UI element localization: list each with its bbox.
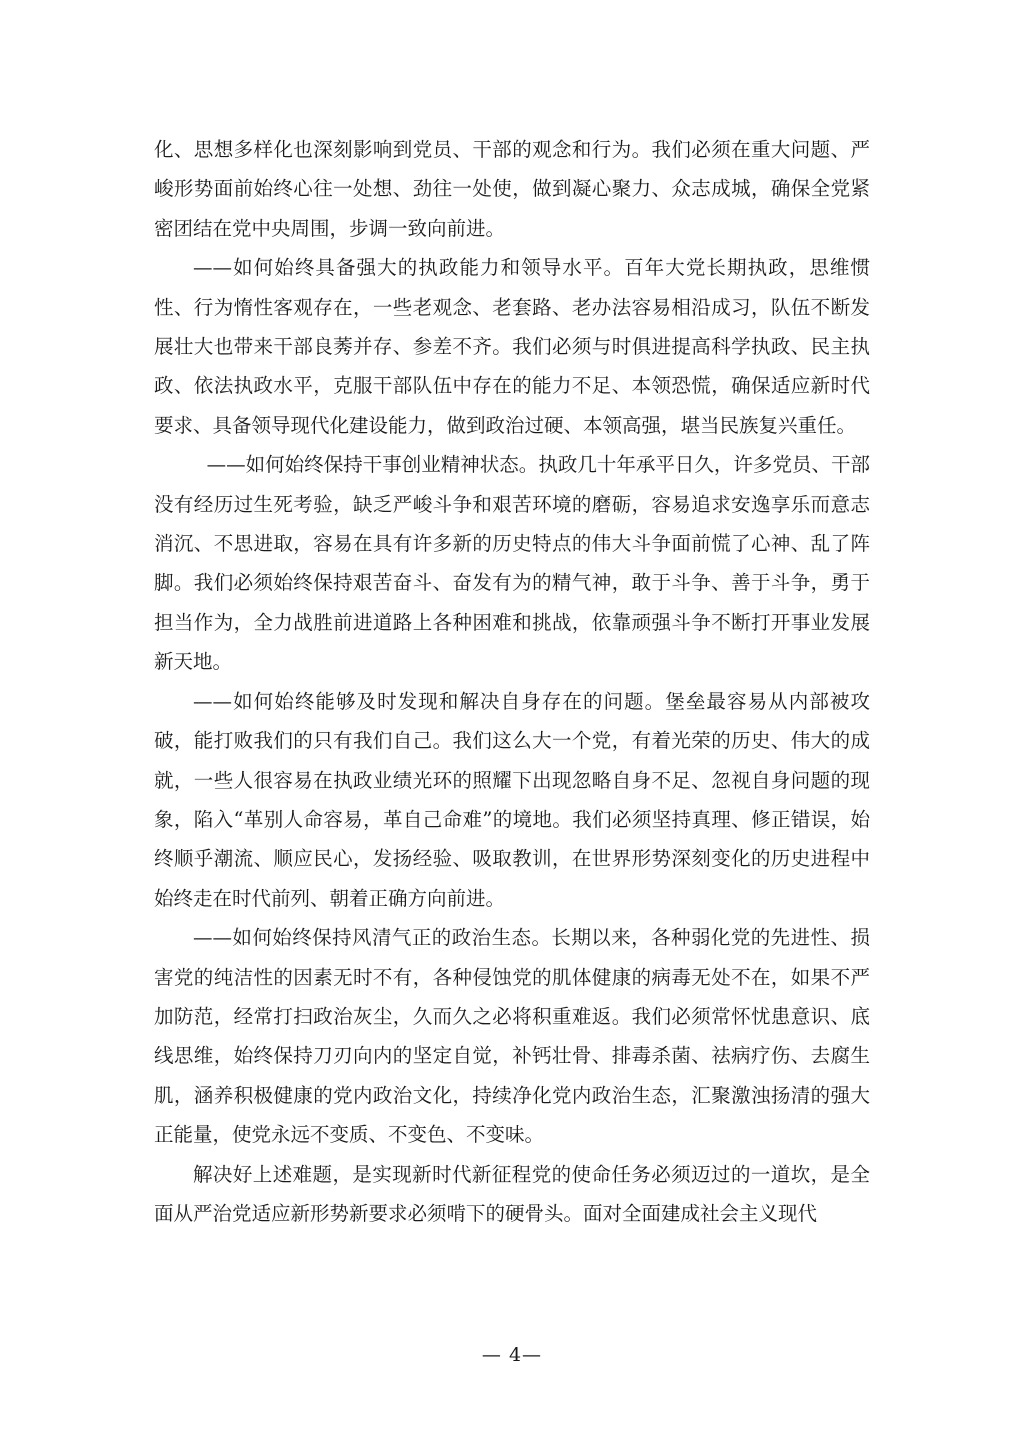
- paragraph-continuation: 化、思想多样化也深刻影响到党员、干部的观念和行为。我们必须在重大问题、严峻形势面前始终心往一处想、劲往一处使，做到凝心聚力、众志成城，确保全党紧密团结在党中央周围，步调一致向前进。: [154, 138, 870, 240]
- paragraph-political-ecology: ——如何始终保持风清气正的政治生态。长期以来，各种弱化党的先进性、损害党的纯洁性的因素无时不有，各种侵蚀党的肌体健康的病毒无处不在，如果不严加防范，经常打扫政治灰尘，久而久之必将积重难返。我们必须常怀忧患意识、底线思维，始终保持刀刃向内的坚定自觉，补钙壮骨、排毒杀菌、祛病疗伤、去腐生肌，涵养积极健康的党内政治文化，持续净化党内政治生态，汇聚激浊扬清的强大正能量，使党永远不变质、不变色、不变味。: [154, 926, 870, 1147]
- paragraph-conclusion: 解决好上述难题，是实现新时代新征程党的使命任务必须迈过的一道坎，是全面从严治党适应新形势新要求必须啃下的硬骨头。面对全面建成社会主义现代: [154, 1162, 870, 1225]
- paragraph-governing-capacity: ——如何始终具备强大的执政能力和领导水平。百年大党长期执政，思维惯性、行为惰性客观存在，一些老观念、老套路、老办法容易相沿成习，队伍不断发展壮大也带来干部良莠并存、参差不齐。我们必须与时俱进提高科学执政、民主执政、依法执政水平，克服干部队伍中存在的能力不足、本领恐慌，确保适应新时代要求、具备领导现代化建设能力，做到政治过硬、本领高强，堪当民族复兴重任。: [154, 256, 870, 437]
- page-number: — 4—: [481, 1344, 543, 1366]
- document-body: [154, 130, 870, 1233]
- paragraph-self-correction: ——如何始终能够及时发现和解决自身存在的问题。堡垒最容易从内部被攻破，能打败我们的只有我们自己。我们这么大一个党，有着光荣的历史、伟大的成就，一些人很容易在执政业绩光环的照耀下出现忽略自身不足、忽视自身问题的现象，陷入“革别人命容易，革自己命难”的境地。我们必须坚持真理、修正错误，始终顺乎潮流、顺应民心，发扬经验、吸取教训，在世界形势深刻变化的历史进程中始终走在时代前列、朝着正确方向前进。: [154, 689, 870, 910]
- paragraph-entrepreneurial-spirit: ——如何始终保持干事创业精神状态。执政几十年承平日久，许多党员、干部没有经历过生死考验，缺乏严峻斗争和艰苦环境的磨砺，容易追求安逸享乐而意志消沉、不思进取，容易在具有许多新的历史特点的伟大斗争面前慌了心神、乱了阵脚。我们必须始终保持艰苦奋斗、奋发有为的精气神，敢于斗争、善于斗争，勇于担当作为，全力战胜前进道路上各种困难和挑战，依靠顽强斗争不断打开事业发展新天地。: [154, 453, 870, 674]
